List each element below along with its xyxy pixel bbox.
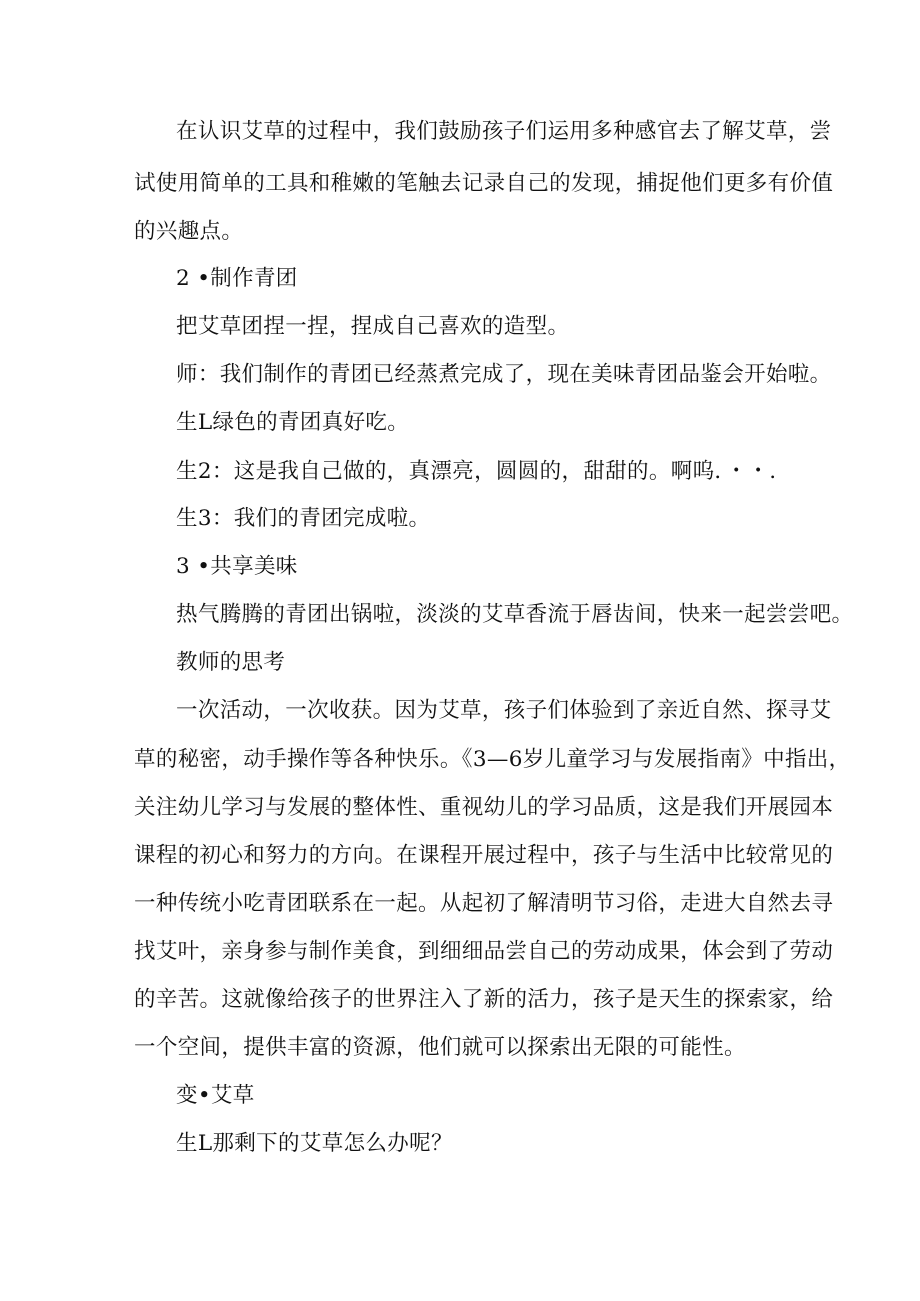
paragraph-line: 的辛苦。这就像给孩子的世界注入了新的活力，孩子是天生的探索家，给	[134, 987, 834, 1012]
paragraph-line: 热气腾腾的青团出锅啦，淡淡的艾草香流于唇齿间，快来一起尝尝吧。	[176, 602, 854, 627]
dialogue-line: 生3：我们的青团完成啦。	[176, 506, 431, 531]
paragraph-line: 关注幼儿学习与发展的整体性、重视幼儿的学习品质，这是我们开展园本	[134, 795, 834, 820]
paragraph-line: 找艾叶，亲身参与制作美食，到细细品尝自己的劳动成果，体会到了劳动	[134, 939, 834, 964]
paragraph-line: 课程的初心和努力的方向。在课程开展过程中，孩子与生活中比较常见的	[134, 843, 834, 868]
section-heading: 教师的思考	[176, 650, 286, 675]
paragraph-line: 在认识艾草的过程中，我们鼓励孩子们运用多种感官去了解艾草，尝	[176, 119, 832, 144]
dialogue-line: 生2：这是我自己做的，真漂亮，圆圆的，甜甜的。啊呜．・・.	[176, 459, 777, 484]
section-heading: 3 •共享美味	[176, 554, 298, 579]
paragraph-line: 一次活动，一次收获。因为艾草，孩子们体验到了亲近自然、探寻艾	[176, 698, 832, 723]
paragraph-line: 草的秘密，动手操作等各种快乐。《3—6岁儿童学习与发展指南》中指出，	[134, 747, 851, 772]
dialogue-line: 生L那剩下的艾草怎么办呢？	[176, 1131, 453, 1156]
paragraph-line: 把艾草团捏一捏，捏成自己喜欢的造型。	[176, 314, 570, 339]
section-heading: 变•艾草	[176, 1083, 255, 1108]
paragraph-line: 试使用简单的工具和稚嫩的笔触去记录自己的发现，捕捉他们更多有价值	[134, 171, 834, 196]
dialogue-line: 生L绿色的青团真好吃。	[176, 410, 410, 435]
section-heading: 2 •制作青团	[176, 266, 298, 291]
paragraph-line: 一个空间，提供丰富的资源，他们就可以探索出无限的可能性。	[134, 1035, 746, 1060]
paragraph-line: 的兴趣点。	[134, 219, 244, 244]
paragraph-line: 一种传统小吃青团联系在一起。从起初了解清明节习俗，走进大自然去寻	[134, 891, 834, 916]
dialogue-line: 师：我们制作的青团已经蒸煮完成了，现在美味青团品鉴会开始啦。	[176, 362, 832, 387]
